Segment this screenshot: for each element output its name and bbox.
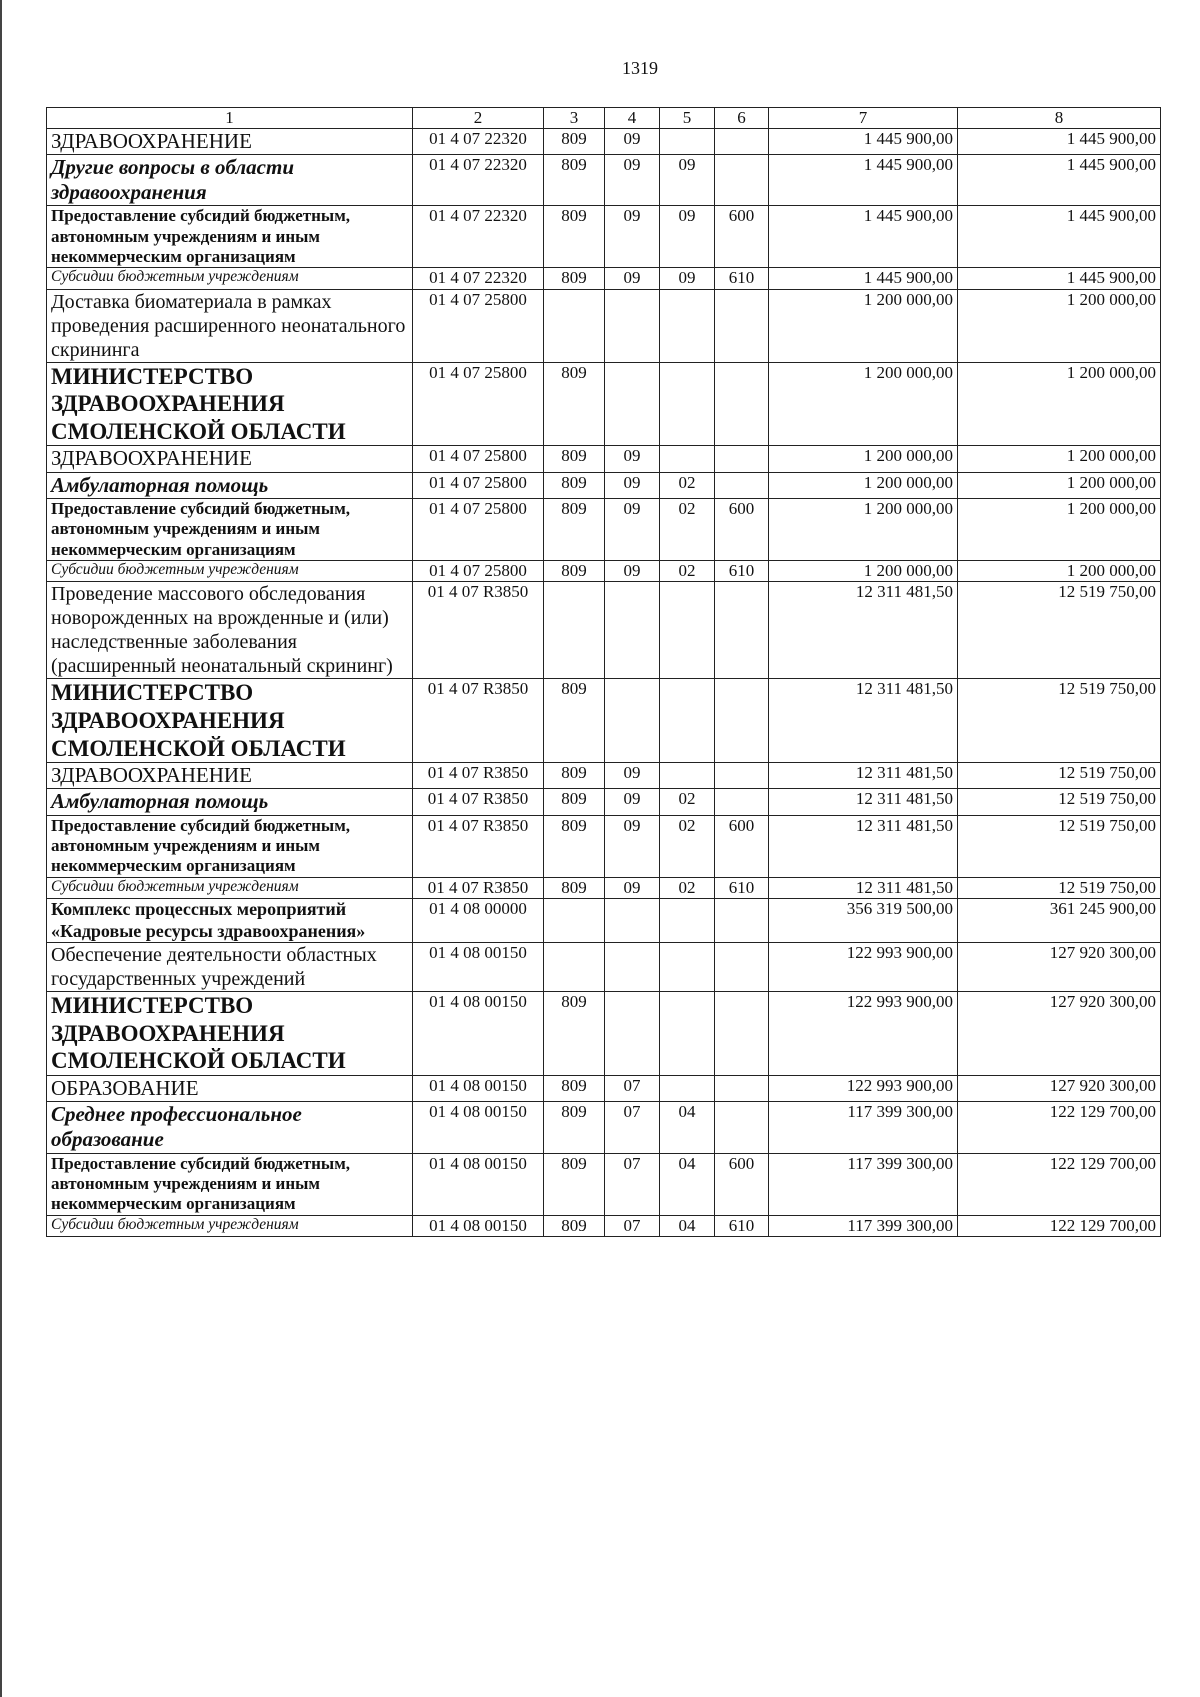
row-amount-year1-cell: 1 200 000,00 (769, 472, 958, 498)
row-amount-year2-cell: 127 920 300,00 (958, 992, 1161, 1076)
table-row (47, 268, 1161, 289)
row-expense-type-cell (715, 289, 769, 362)
row-amount-year1-cell: 1 200 000,00 (769, 289, 958, 362)
row-amount-year1-cell: 12 311 481,50 (769, 789, 958, 815)
row-code-cell: 01 4 07 22320 (413, 206, 544, 268)
table-row (47, 815, 1161, 877)
row-name-cell: Амбулаторная помощь (47, 789, 413, 815)
row-amount-year1-cell: 122 993 900,00 (769, 943, 958, 992)
row-subsection-cell (660, 763, 715, 789)
row-expense-type-cell (715, 1102, 769, 1153)
row-subsection-cell: 04 (660, 1215, 715, 1236)
table-row (47, 1076, 1161, 1102)
row-code-cell: 01 4 07 22320 (413, 268, 544, 289)
row-expense-type-cell (715, 679, 769, 763)
row-section-cell: 09 (605, 815, 660, 877)
row-amount-year1-cell: 1 200 000,00 (769, 498, 958, 560)
row-amount-year1-cell: 1 200 000,00 (769, 362, 958, 446)
table-row (47, 1102, 1161, 1153)
row-expense-type-cell (715, 943, 769, 992)
row-expense-type-cell (715, 992, 769, 1076)
header-cell: 1 (47, 108, 413, 129)
row-code-cell: 01 4 08 00150 (413, 1076, 544, 1102)
row-code-cell: 01 4 07 25800 (413, 289, 544, 362)
row-section-cell: 09 (605, 789, 660, 815)
header-cell: 7 (769, 108, 958, 129)
budget-table (46, 107, 1161, 1237)
row-amount-year2-cell: 122 129 700,00 (958, 1215, 1161, 1236)
row-admin-code-cell: 809 (544, 1076, 605, 1102)
table-row (47, 1215, 1161, 1236)
row-expense-type-cell (715, 446, 769, 472)
row-code-cell: 01 4 07 25800 (413, 498, 544, 560)
header-cell: 4 (605, 108, 660, 129)
row-subsection-cell: 02 (660, 815, 715, 877)
row-expense-type-cell (715, 1076, 769, 1102)
row-amount-year1-cell: 12 311 481,50 (769, 763, 958, 789)
row-section-cell: 09 (605, 128, 660, 154)
row-section-cell: 09 (605, 498, 660, 560)
row-expense-type-cell (715, 582, 769, 679)
table-header-row (47, 108, 1161, 129)
table-row (47, 206, 1161, 268)
row-expense-type-cell: 610 (715, 561, 769, 582)
row-name-cell: Комплекс процессных мероприятий «Кадровые ресурсы здравоохранения» (47, 899, 413, 943)
table-row (47, 899, 1161, 943)
row-subsection-cell (660, 943, 715, 992)
header-cell: 5 (660, 108, 715, 129)
table-row (47, 992, 1161, 1076)
row-amount-year1-cell: 1 200 000,00 (769, 561, 958, 582)
row-code-cell: 01 4 08 00150 (413, 1215, 544, 1236)
row-expense-type-cell (715, 899, 769, 943)
row-amount-year2-cell: 122 129 700,00 (958, 1102, 1161, 1153)
table-row (47, 498, 1161, 560)
row-amount-year2-cell: 1 200 000,00 (958, 446, 1161, 472)
row-section-cell: 07 (605, 1102, 660, 1153)
row-expense-type-cell: 600 (715, 815, 769, 877)
row-expense-type-cell: 610 (715, 877, 769, 898)
header-cell: 8 (958, 108, 1161, 129)
row-admin-code-cell: 809 (544, 128, 605, 154)
row-subsection-cell (660, 899, 715, 943)
table-body (47, 108, 1161, 1237)
row-expense-type-cell: 610 (715, 268, 769, 289)
row-subsection-cell (660, 992, 715, 1076)
row-amount-year1-cell: 1 445 900,00 (769, 128, 958, 154)
row-section-cell: 09 (605, 877, 660, 898)
row-name-cell: МИНИСТЕРСТВО ЗДРАВООХРАНЕНИЯ СМОЛЕНСКОЙ ОБЛАСТИ (47, 992, 413, 1076)
row-subsection-cell: 02 (660, 472, 715, 498)
row-code-cell: 01 4 07 R3850 (413, 789, 544, 815)
row-amount-year2-cell: 12 519 750,00 (958, 679, 1161, 763)
table-row (47, 362, 1161, 446)
row-code-cell: 01 4 07 R3850 (413, 763, 544, 789)
row-amount-year1-cell: 122 993 900,00 (769, 992, 958, 1076)
row-amount-year2-cell: 127 920 300,00 (958, 1076, 1161, 1102)
row-amount-year2-cell: 1 445 900,00 (958, 268, 1161, 289)
row-amount-year1-cell: 12 311 481,50 (769, 679, 958, 763)
row-subsection-cell (660, 362, 715, 446)
row-expense-type-cell (715, 154, 769, 205)
table-row (47, 1153, 1161, 1215)
row-amount-year2-cell: 1 445 900,00 (958, 206, 1161, 268)
row-amount-year1-cell: 117 399 300,00 (769, 1153, 958, 1215)
row-section-cell (605, 899, 660, 943)
row-section-cell: 09 (605, 206, 660, 268)
row-expense-type-cell (715, 789, 769, 815)
table-row (47, 472, 1161, 498)
row-name-cell: Среднее профессиональное образование (47, 1102, 413, 1153)
row-admin-code-cell: 809 (544, 815, 605, 877)
row-subsection-cell: 02 (660, 877, 715, 898)
row-admin-code-cell: 809 (544, 472, 605, 498)
row-section-cell (605, 943, 660, 992)
row-name-cell: ОБРАЗОВАНИЕ (47, 1076, 413, 1102)
row-admin-code-cell: 809 (544, 498, 605, 560)
row-amount-year2-cell: 1 445 900,00 (958, 154, 1161, 205)
row-admin-code-cell: 809 (544, 561, 605, 582)
row-amount-year2-cell: 361 245 900,00 (958, 899, 1161, 943)
row-amount-year1-cell: 122 993 900,00 (769, 1076, 958, 1102)
row-name-cell: Обеспечение деятельности областных государственных учреждений (47, 943, 413, 992)
row-amount-year1-cell: 12 311 481,50 (769, 815, 958, 877)
row-amount-year2-cell: 1 200 000,00 (958, 289, 1161, 362)
row-code-cell: 01 4 08 00150 (413, 943, 544, 992)
table-row (47, 789, 1161, 815)
row-admin-code-cell (544, 582, 605, 679)
row-code-cell: 01 4 07 25800 (413, 472, 544, 498)
row-amount-year1-cell: 1 445 900,00 (769, 268, 958, 289)
header-cell: 6 (715, 108, 769, 129)
row-section-cell: 07 (605, 1215, 660, 1236)
table-row (47, 943, 1161, 992)
row-subsection-cell (660, 289, 715, 362)
row-admin-code-cell: 809 (544, 206, 605, 268)
row-amount-year1-cell: 12 311 481,50 (769, 877, 958, 898)
row-name-cell: Предоставление субсидий бюджетным, автономным учреждениям и иным некоммерческим организациям (47, 1153, 413, 1215)
row-name-cell: МИНИСТЕРСТВО ЗДРАВООХРАНЕНИЯ СМОЛЕНСКОЙ ОБЛАСТИ (47, 679, 413, 763)
row-code-cell: 01 4 07 25800 (413, 446, 544, 472)
row-amount-year1-cell: 12 311 481,50 (769, 582, 958, 679)
row-expense-type-cell: 610 (715, 1215, 769, 1236)
row-amount-year2-cell: 127 920 300,00 (958, 943, 1161, 992)
row-name-cell: ЗДРАВООХРАНЕНИЕ (47, 128, 413, 154)
row-subsection-cell (660, 446, 715, 472)
row-name-cell: Предоставление субсидий бюджетным, автономным учреждениям и иным некоммерческим организациям (47, 206, 413, 268)
row-amount-year2-cell: 12 519 750,00 (958, 815, 1161, 877)
row-section-cell: 09 (605, 446, 660, 472)
row-expense-type-cell: 600 (715, 498, 769, 560)
row-expense-type-cell: 600 (715, 1153, 769, 1215)
row-amount-year2-cell: 12 519 750,00 (958, 582, 1161, 679)
row-section-cell: 07 (605, 1153, 660, 1215)
row-admin-code-cell: 809 (544, 446, 605, 472)
row-code-cell: 01 4 07 R3850 (413, 582, 544, 679)
row-amount-year2-cell: 1 445 900,00 (958, 128, 1161, 154)
row-admin-code-cell: 809 (544, 154, 605, 205)
row-admin-code-cell (544, 289, 605, 362)
table-row (47, 877, 1161, 898)
row-expense-type-cell: 600 (715, 206, 769, 268)
row-admin-code-cell: 809 (544, 268, 605, 289)
table-row (47, 289, 1161, 362)
row-section-cell (605, 992, 660, 1076)
row-expense-type-cell (715, 763, 769, 789)
row-subsection-cell (660, 582, 715, 679)
row-section-cell: 07 (605, 1076, 660, 1102)
row-code-cell: 01 4 08 00150 (413, 1153, 544, 1215)
row-code-cell: 01 4 07 22320 (413, 154, 544, 205)
row-name-cell: Проведение массового обследования новорожденных на врожденные и (или) наследственные заболевания (расширенный неонатальный скрининг) (47, 582, 413, 679)
table-row (47, 561, 1161, 582)
row-name-cell: Доставка биоматериала в рамках проведения расширенного неонатального скрининга (47, 289, 413, 362)
row-subsection-cell (660, 1076, 715, 1102)
row-admin-code-cell: 809 (544, 763, 605, 789)
table-row (47, 154, 1161, 205)
row-code-cell: 01 4 07 22320 (413, 128, 544, 154)
header-cell: 2 (413, 108, 544, 129)
row-amount-year2-cell: 1 200 000,00 (958, 498, 1161, 560)
row-subsection-cell: 04 (660, 1153, 715, 1215)
row-admin-code-cell: 809 (544, 789, 605, 815)
row-admin-code-cell (544, 943, 605, 992)
row-subsection-cell: 02 (660, 789, 715, 815)
row-name-cell: ЗДРАВООХРАНЕНИЕ (47, 763, 413, 789)
row-code-cell: 01 4 07 R3850 (413, 679, 544, 763)
row-code-cell: 01 4 08 00150 (413, 992, 544, 1076)
row-admin-code-cell: 809 (544, 679, 605, 763)
row-expense-type-cell (715, 128, 769, 154)
row-admin-code-cell (544, 899, 605, 943)
scan-edge-line (0, 0, 2, 1697)
row-amount-year2-cell: 1 200 000,00 (958, 362, 1161, 446)
row-code-cell: 01 4 07 R3850 (413, 877, 544, 898)
row-admin-code-cell: 809 (544, 1153, 605, 1215)
row-subsection-cell: 02 (660, 498, 715, 560)
row-section-cell (605, 582, 660, 679)
row-section-cell (605, 362, 660, 446)
row-amount-year2-cell: 12 519 750,00 (958, 877, 1161, 898)
row-name-cell: Субсидии бюджетным учреждениям (47, 268, 413, 289)
row-amount-year2-cell: 1 200 000,00 (958, 472, 1161, 498)
table-row (47, 128, 1161, 154)
row-section-cell: 09 (605, 268, 660, 289)
table-row (47, 679, 1161, 763)
row-amount-year1-cell: 1 200 000,00 (769, 446, 958, 472)
row-subsection-cell: 09 (660, 154, 715, 205)
row-section-cell (605, 289, 660, 362)
row-subsection-cell: 09 (660, 268, 715, 289)
row-expense-type-cell (715, 362, 769, 446)
table-row (47, 582, 1161, 679)
row-admin-code-cell: 809 (544, 992, 605, 1076)
row-amount-year1-cell: 117 399 300,00 (769, 1215, 958, 1236)
row-code-cell: 01 4 07 25800 (413, 561, 544, 582)
row-section-cell (605, 679, 660, 763)
row-section-cell: 09 (605, 561, 660, 582)
row-subsection-cell: 02 (660, 561, 715, 582)
row-admin-code-cell: 809 (544, 877, 605, 898)
row-name-cell: Предоставление субсидий бюджетным, автономным учреждениям и иным некоммерческим организациям (47, 815, 413, 877)
row-expense-type-cell (715, 472, 769, 498)
page-number: 1319 (622, 58, 658, 78)
row-name-cell: Субсидии бюджетным учреждениям (47, 877, 413, 898)
row-amount-year2-cell: 12 519 750,00 (958, 789, 1161, 815)
row-subsection-cell (660, 679, 715, 763)
row-name-cell: Субсидии бюджетным учреждениям (47, 561, 413, 582)
row-code-cell: 01 4 07 R3850 (413, 815, 544, 877)
row-amount-year1-cell: 117 399 300,00 (769, 1102, 958, 1153)
row-section-cell: 09 (605, 154, 660, 205)
row-amount-year2-cell: 122 129 700,00 (958, 1153, 1161, 1215)
row-amount-year2-cell: 12 519 750,00 (958, 763, 1161, 789)
row-name-cell: Другие вопросы в области здравоохранения (47, 154, 413, 205)
table-row (47, 446, 1161, 472)
row-admin-code-cell: 809 (544, 362, 605, 446)
row-name-cell: ЗДРАВООХРАНЕНИЕ (47, 446, 413, 472)
row-amount-year2-cell: 1 200 000,00 (958, 561, 1161, 582)
row-section-cell: 09 (605, 763, 660, 789)
row-amount-year1-cell: 356 319 500,00 (769, 899, 958, 943)
header-cell: 3 (544, 108, 605, 129)
row-amount-year1-cell: 1 445 900,00 (769, 154, 958, 205)
row-admin-code-cell: 809 (544, 1102, 605, 1153)
row-section-cell: 09 (605, 472, 660, 498)
row-subsection-cell (660, 128, 715, 154)
row-amount-year1-cell: 1 445 900,00 (769, 206, 958, 268)
row-subsection-cell: 04 (660, 1102, 715, 1153)
table-row (47, 763, 1161, 789)
row-code-cell: 01 4 08 00000 (413, 899, 544, 943)
row-name-cell: Предоставление субсидий бюджетным, автономным учреждениям и иным некоммерческим организациям (47, 498, 413, 560)
row-code-cell: 01 4 07 25800 (413, 362, 544, 446)
row-code-cell: 01 4 08 00150 (413, 1102, 544, 1153)
row-admin-code-cell: 809 (544, 1215, 605, 1236)
row-name-cell: Амбулаторная помощь (47, 472, 413, 498)
row-subsection-cell: 09 (660, 206, 715, 268)
row-name-cell: Субсидии бюджетным учреждениям (47, 1215, 413, 1236)
row-name-cell: МИНИСТЕРСТВО ЗДРАВООХРАНЕНИЯ СМОЛЕНСКОЙ ОБЛАСТИ (47, 362, 413, 446)
